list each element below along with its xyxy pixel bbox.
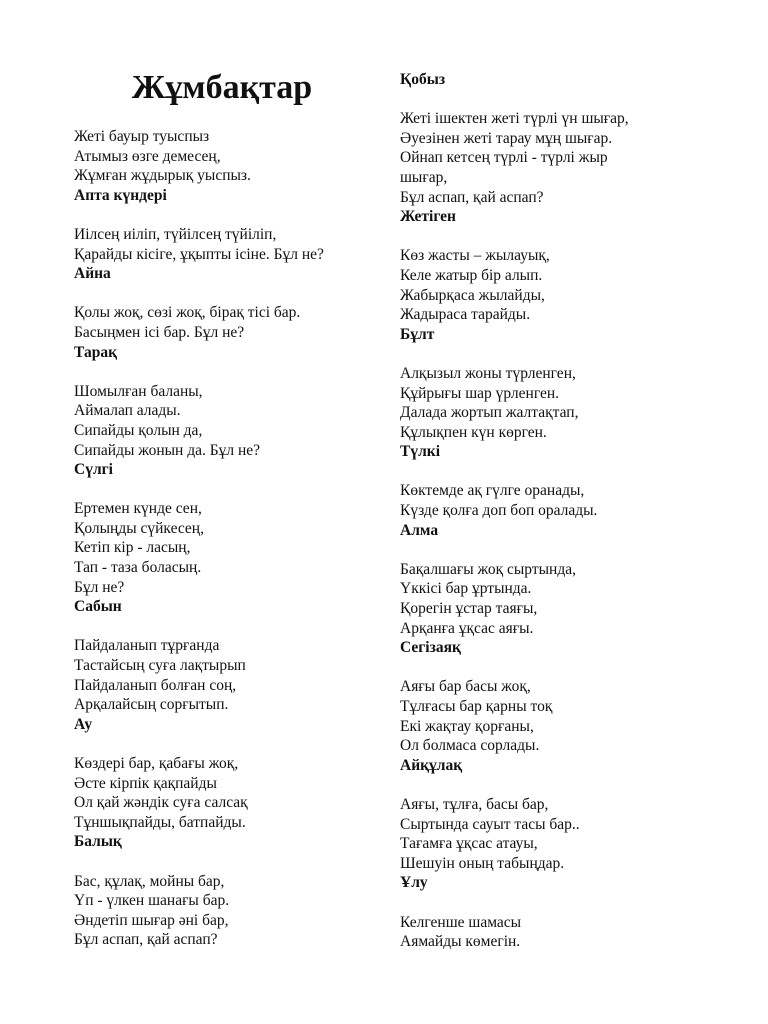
riddle-line: Арқанға ұқсас аяғы. [400,619,534,637]
riddle-block [74,225,384,284]
riddle-line: Басыңмен ісі бар. Бұл не? [74,323,245,341]
riddle-block [400,109,700,227]
riddle-block [74,382,384,480]
riddle-line: Ол болмаса сорлады. [400,737,540,755]
left-column [74,127,384,970]
riddle-line: Тұншықпайды, батпайды. [74,813,246,831]
riddle-line: Пайдаланып болған соң, [74,676,237,694]
riddle-block [400,795,700,893]
riddle-line: Пайдаланып тұрғанда [74,637,220,655]
riddle-line: Жадыраса тарайды. [400,306,531,324]
riddle-line: Екі жақтау қорғаны, [400,717,534,735]
riddle-line: Үп - үлкен шанағы бар. [74,892,230,910]
riddle-line: шығар, [400,168,448,186]
riddle-line: Жеті бауыр туыспыз [74,128,210,145]
riddle-block [400,246,700,344]
riddle-line: Әндетіп шығар әні бар, [74,911,229,929]
riddle-line: Келгенше шамасы [400,913,522,931]
riddle-line: Көз жасты – жылауық, [400,247,550,265]
riddle-line: Аямайды көмегін. [400,933,521,951]
riddle-block [74,636,384,734]
riddle-line: Күзде қолға доп боп оралады. [400,502,598,520]
riddle-line: Жабырқаса жылайды, [400,286,545,304]
riddle-line: Сипайды қолын да, [74,421,203,439]
riddle-line: Үккісі бар ұртында. [400,580,532,598]
riddle-block [74,303,384,362]
riddle-answer: Айна [74,265,111,283]
riddle-line: Жұмған жұдырық уыспыз. [74,167,251,185]
riddle-line: Арқалайсың сорғытып. [74,696,229,714]
riddle-line: Құлықпен күн көрген. [400,423,547,441]
riddle-line: Көздері бар, қабағы жоқ, [74,755,239,772]
riddle-answer: Түлкі [400,443,441,461]
riddle-answer: Ұлу [400,874,428,892]
riddle-answer: Жетіген [400,208,456,226]
riddle-line: Құйрығы шар үрленген. [400,384,560,402]
riddle-answer: Балық [74,833,122,851]
riddle-line: Әсте кірпік қақпайды [74,774,217,792]
riddle-line: Тұлғасы бар қарны тоқ [400,698,553,715]
riddle-block [400,560,700,658]
riddle-line: Далада жортып жалтақтап, [400,404,579,422]
riddle-line: Аяғы, тұлға, басы бар, [400,795,549,813]
riddle-line: Көктемде ақ гүлге оранады, [400,482,585,500]
riddle-line: Бақалшағы жоқ сыртында, [400,560,576,578]
riddle-answer: Қобыз [400,71,446,88]
riddle-answer: Алма [400,521,439,539]
riddle-answer: Айқұлақ [400,756,463,774]
riddle-block [400,481,700,540]
riddle-line: Қарайды кісіге, ұқыпты ісіне. Бұл не? [74,245,324,263]
riddle-line: Бұл не? [74,578,125,596]
riddle-answer: Тарақ [74,343,118,361]
page-title: Жұмбақтар [131,69,313,106]
riddle-line: Аяғы бар басы жоқ, [400,678,531,696]
riddle-line: Тағамға ұқсас атауы, [400,835,538,853]
riddle-line: Қолыңды сүйкесең, [74,519,204,537]
riddle-block [74,499,384,617]
riddle-line: Ойнап кетсең түрлі - түрлі жыр [400,149,608,167]
riddle-answer: Сүлгі [74,461,113,479]
riddle-line: Ол қай жәндік суға салсақ [74,794,248,812]
riddle-line: Шомылған баланы, [74,382,203,400]
riddle-line: Жеті ішектен жеті түрлі үн шығар, [400,110,629,128]
riddle-line: Сыртында сауыт тасы бар.. [400,815,580,833]
riddle-answer: Ау [74,715,93,733]
riddle-answer: Сабын [74,598,122,616]
riddle-block [74,127,384,205]
riddle-line: Бұл аспап, қай аспап? [74,931,218,949]
riddle-block [74,872,384,950]
riddle-answer: Бұлт [400,325,435,343]
riddle-line: Келе жатыр бір алып. [400,266,543,284]
riddle-line: Атымыз өзге демесең, [74,147,221,165]
right-column [400,70,700,971]
riddle-block [400,677,700,775]
riddle-line: Ертемен күнде сен, [74,500,202,518]
riddle-answer: Сегізаяқ [400,639,461,657]
riddle-line: Иілсең иіліп, түйілсең түйіліп, [74,225,277,243]
riddle-block [400,364,700,462]
riddle-line: Алқызыл жоны түрленген, [400,364,576,382]
riddle-answer: Апта күндері [74,186,167,204]
riddle-line: Аймалап алады. [74,402,181,420]
riddle-list [400,109,700,952]
riddle-line: Қорегін ұстар таяғы, [400,600,538,618]
riddle-line: Кетіп кір - ласың, [74,539,191,557]
riddle-block [400,913,700,952]
riddle-line: Тап - таза боласың. [74,559,202,577]
riddle-line: Әуезінен жеті тарау мұң шығар. [400,129,613,147]
riddle-block [74,754,384,852]
riddle-line: Шешуін оның табыңдар. [400,854,565,872]
riddle-line: Тастайсың суға лақтырып [74,657,246,675]
riddle-line: Бас, құлақ, мойны бар, [74,872,225,890]
riddle-line: Бұл аспап, қай аспап? [400,188,544,206]
riddle-line: Сипайды жонын да. Бұл не? [74,441,261,459]
riddle-line: Қолы жоқ, сөзі жоқ, бірақ тісі бар. [74,304,301,322]
